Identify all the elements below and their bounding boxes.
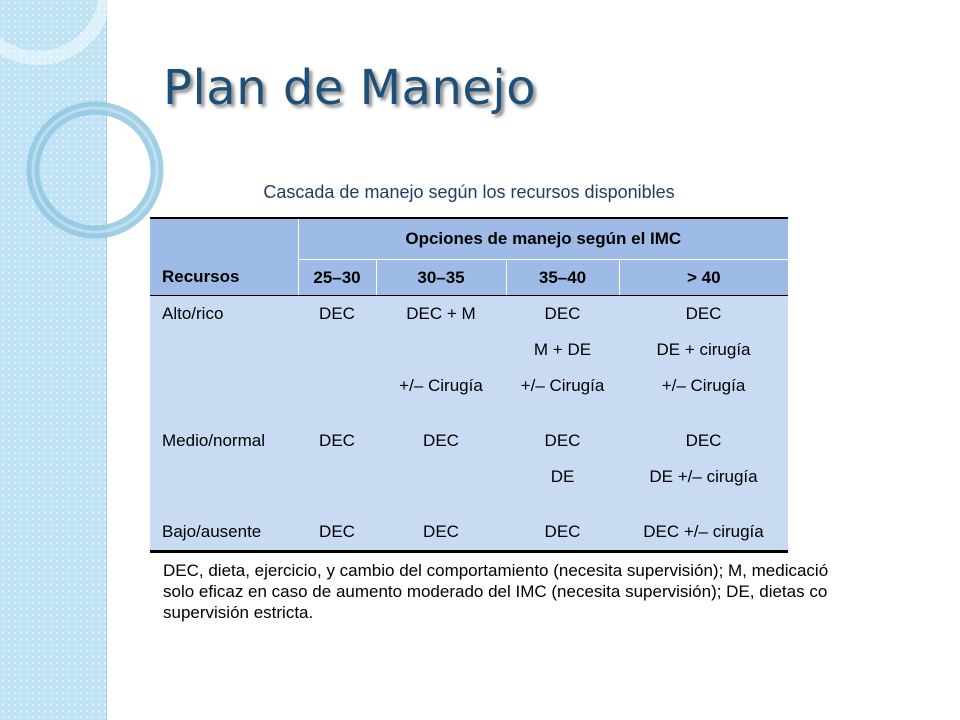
- table-cell: [376, 332, 506, 368]
- table-cell: +/– Cirugía: [399, 376, 483, 395]
- options-group-header: Opciones de manejo según el IMC: [298, 219, 788, 260]
- table-cell: [298, 459, 376, 495]
- table-cell: [150, 332, 298, 368]
- table-cell: DEC: [423, 522, 459, 541]
- table-cell: [150, 459, 298, 495]
- table-cell: +/– Cirugía: [661, 376, 746, 395]
- footnote-line: DEC, dieta, ejercicio, y cambio del comportamiento (necesita supervisión); M, medicació: [163, 561, 829, 580]
- table-cell: DEC: [319, 522, 355, 541]
- header-empty-cell: [150, 219, 298, 260]
- slide-title: Plan de Manejo: [163, 60, 537, 116]
- table-cell: Bajo/ausente: [162, 522, 262, 541]
- table-cell: +/– Cirugía: [520, 376, 605, 395]
- table-cell: [298, 368, 376, 404]
- table-spacer-row: [150, 404, 788, 423]
- table-cell: DEC: [544, 304, 581, 323]
- table-footnote: [163, 560, 960, 622]
- column-header-imc-35-40: 35–40: [506, 260, 619, 296]
- table-row: [150, 423, 788, 459]
- table-cell: DEC: [319, 431, 355, 450]
- footnote-line: supervisión estricta.: [163, 603, 314, 622]
- table-cell: DE: [550, 467, 575, 486]
- management-table: [150, 217, 788, 553]
- table-row: [150, 368, 788, 404]
- table-row: [150, 296, 788, 333]
- table-cell: DEC +/– cirugía: [643, 522, 764, 541]
- table-row: [150, 514, 788, 550]
- column-header-imc-over-40: > 40: [619, 260, 788, 296]
- table-row: [150, 459, 788, 495]
- table-cell: DEC: [423, 431, 459, 450]
- table-cell: M + DE: [533, 340, 592, 359]
- table-cell: DEC + M: [406, 304, 476, 323]
- column-header-resources: Recursos: [150, 260, 298, 296]
- table-cell: [150, 368, 298, 404]
- table-cell: DEC: [319, 304, 355, 323]
- table-cell: Medio/normal: [162, 431, 265, 450]
- table-cell: DEC: [685, 304, 722, 323]
- table-cell: DE + cirugía: [656, 340, 751, 359]
- table-cell: Alto/rico: [162, 304, 224, 323]
- table-caption: Cascada de manejo según los recursos disponibles: [263, 182, 675, 202]
- column-header-imc-30-35: 30–35: [376, 260, 506, 296]
- footnote-line: solo eficaz en caso de aumento moderado del IMC (necesita supervisión); DE, dietas co: [163, 582, 828, 601]
- column-header-imc-25-30: 25–30: [298, 260, 376, 296]
- table-row: [150, 332, 788, 368]
- table-cell: DEC: [685, 431, 722, 450]
- table-cell: DEC: [544, 522, 581, 541]
- table-spacer-row: [150, 495, 788, 514]
- table-cell: [298, 332, 376, 368]
- table-cell: DE +/– cirugía: [649, 467, 758, 486]
- table-cell: DEC: [544, 431, 581, 450]
- table-cell: [376, 459, 506, 495]
